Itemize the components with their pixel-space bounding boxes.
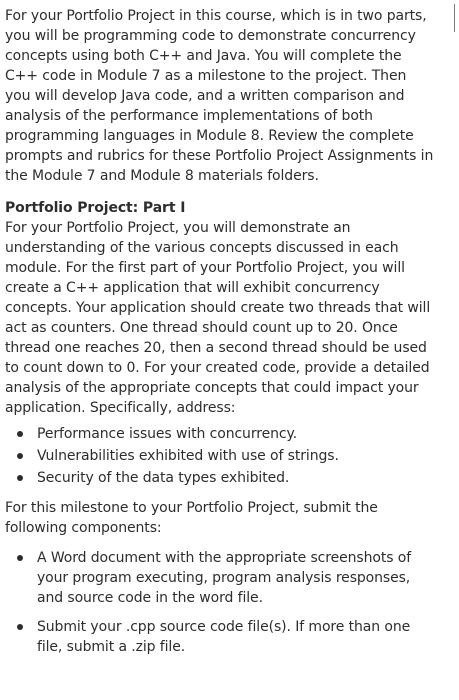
bullet-icon — [17, 475, 23, 481]
intro-paragraph: For your Portfolio Project in this course, which is in two parts, you will be programming code to demonstrate concurrency concepts using both C++ and Java. You will complete the C++ code in Module 7 as a milestone to the project. Then you will develop Java code, and a written comparison and analysis of the performance implementations of both programming languages in Module 8. Review the complete prompts and rubrics for these Portfolio Project Assignments in the Module 7 and Module 8 materials folders. — [5, 8, 434, 184]
milestone-section — [5, 498, 435, 657]
part1-section — [5, 198, 435, 488]
milestone-components-list — [5, 548, 435, 657]
list-item: A Word document with the appropriate screenshots of your program executing, program analysis responses, and source code in the word file. — [37, 548, 435, 608]
bullet-icon — [17, 431, 23, 437]
bullet-icon — [17, 453, 23, 459]
list-item: Performance issues with concurrency. — [37, 424, 435, 444]
list-item: Submit your .cpp source code file(s). If more than one file, submit a .zip file. — [37, 617, 435, 657]
bullet-icon — [17, 555, 23, 561]
document-body — [5, 6, 435, 666]
scrollbar[interactable] — [454, 4, 455, 32]
milestone-intro: For this milestone to your Portfolio Project, submit the following components: — [5, 500, 378, 536]
list-item: Security of the data types exhibited. — [37, 468, 435, 488]
bullet-icon — [17, 624, 23, 630]
part1-heading: Portfolio Project: Part I — [5, 200, 186, 216]
list-item: Vulnerabilities exhibited with use of strings. — [37, 446, 435, 466]
part1-body: For your Portfolio Project, you will demonstrate an understanding of the various concepts discussed in each module. For the first part of your Portfolio Project, you will create a C++ application that will exhibit concurrency concepts. Your application should create two threads that will act as counters. One thread should count up to 20. Once thread one reaches 20, then a second thread should be used to count down to 0. For your created code, provide a detailed analysis of the appropriate concepts that could impact your application. Specifically, address: — [5, 220, 431, 416]
part1-requirements-list — [5, 424, 435, 488]
